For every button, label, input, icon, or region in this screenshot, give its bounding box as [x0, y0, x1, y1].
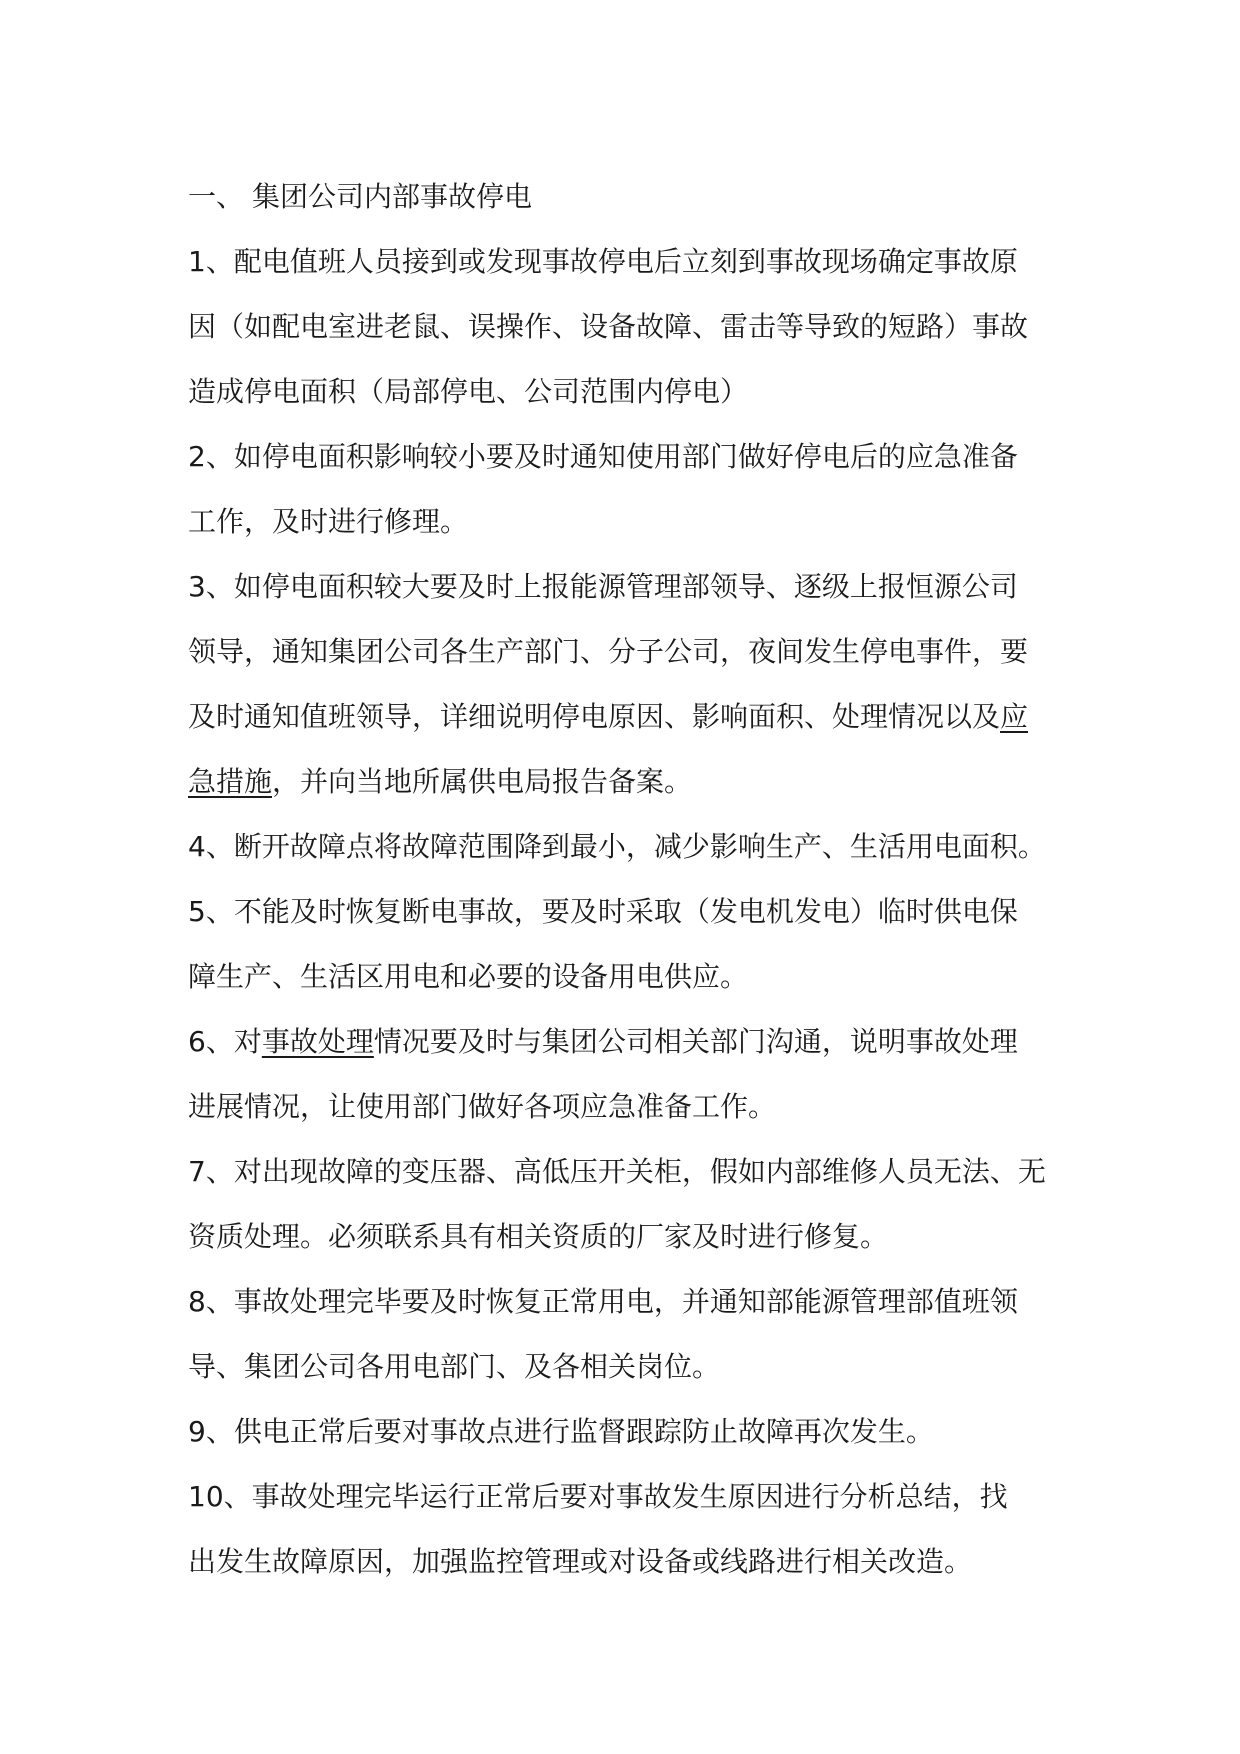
- text-line: 7、对出现故障的变压器、高低压开关柜，假如内部维修人员无法、无: [188, 1155, 1046, 1188]
- text-line: 造成停电面积（局部停电、公司范围内停电）: [188, 375, 749, 408]
- text-line: 因（如配电室进老鼠、误操作、设备故障、雷击等导致的短路）事故: [188, 310, 1029, 343]
- text-line: 工作，及时进行修理。: [188, 505, 469, 538]
- text-segment: 及时通知值班领导，详细说明停电原因、影响面积、处理情况以及: [188, 700, 1001, 733]
- text-line: 出发生故障原因，加强监控管理或对设备或线路进行相关改造。: [188, 1545, 973, 1578]
- list-item-6: [188, 1009, 1068, 1139]
- list-item-5: [188, 879, 1068, 1009]
- list-item-2: [188, 424, 1068, 554]
- text-line: 8、事故处理完毕要及时恢复正常用电，并通知部能源管理部值班领: [188, 1285, 1018, 1318]
- text-line: 10、事故处理完毕运行正常后要对事故发生原因进行分析总结，找: [188, 1480, 1008, 1513]
- text-line: 导、集团公司各用电部门、及各相关岗位。: [188, 1350, 721, 1383]
- list-item-3: [188, 554, 1068, 814]
- document-body: [188, 164, 1068, 1594]
- underlined-text: 应: [1000, 700, 1029, 733]
- text-line: 9、供电正常后要对事故点进行监督跟踪防止故障再次发生。: [188, 1415, 934, 1448]
- section-heading: [188, 164, 1068, 229]
- text-line: [188, 749, 1068, 814]
- list-item-4: [188, 814, 1068, 879]
- text-line: 资质处理。必须联系具有相关资质的厂家及时进行修复。: [188, 1220, 889, 1253]
- text-line: 1、配电值班人员接到或发现事故停电后立刻到事故现场确定事故原: [188, 245, 1018, 278]
- text-line: 3、如停电面积较大要及时上报能源管理部领导、逐级上报恒源公司: [188, 570, 1018, 603]
- list-item-7: [188, 1139, 1068, 1269]
- list-item-9: [188, 1399, 1068, 1464]
- text-line: 领导，通知集团公司各生产部门、分子公司，夜间发生停电事件，要: [188, 635, 1029, 668]
- text-line: [188, 1009, 1068, 1074]
- list-item-1: [188, 229, 1068, 424]
- text-line: 障生产、生活区用电和必要的设备用电供应。: [188, 960, 749, 993]
- text-line: 5、不能及时恢复断电事故，要及时采取（发电机发电）临时供电保: [188, 895, 1018, 928]
- text-line: 4、断开故障点将故障范围降到最小，减少影响生产、生活用电面积。: [188, 830, 1046, 863]
- underlined-text: 事故处理: [261, 1025, 374, 1058]
- underlined-text: 急措施: [188, 765, 273, 798]
- text-line: [188, 684, 1068, 749]
- text-line: 2、如停电面积影响较小要及时通知使用部门做好停电后的应急准备: [188, 440, 1018, 473]
- section-number: 一、: [188, 180, 245, 213]
- list-item-8: [188, 1269, 1068, 1399]
- section-title: 集团公司内部事故停电: [252, 180, 533, 213]
- text-line: 进展情况，让使用部门做好各项应急准备工作。: [188, 1090, 777, 1123]
- text-segment: 情况要及时与集团公司相关部门沟通，说明事故处理: [373, 1025, 1018, 1058]
- list-item-10: [188, 1464, 1068, 1594]
- text-segment: ，并向当地所属供电局报告备案。: [272, 765, 693, 798]
- text-segment: 6、对: [188, 1025, 262, 1058]
